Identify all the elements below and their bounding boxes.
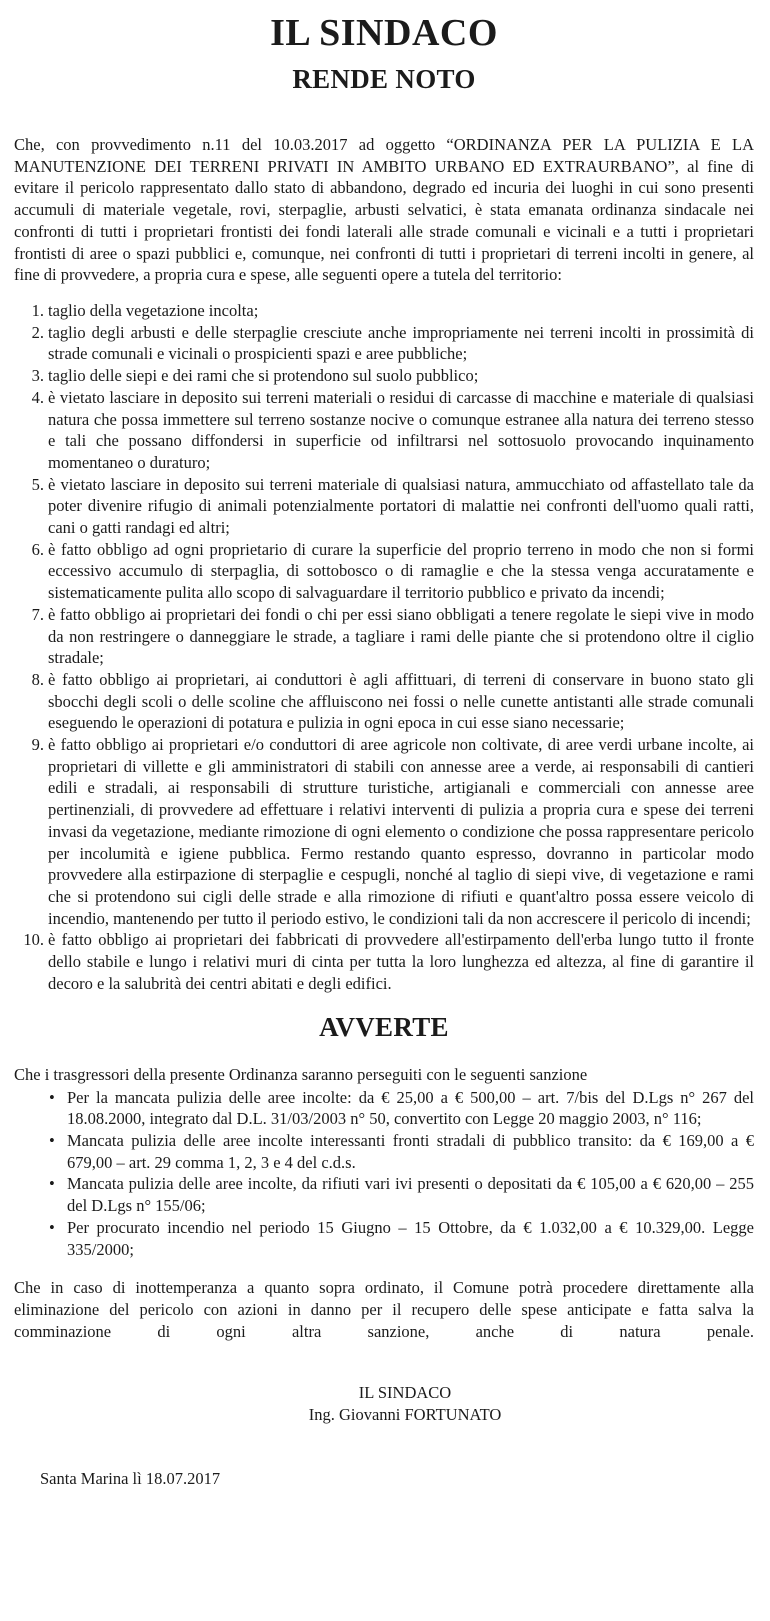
rule-item-3 — [31, 365, 754, 387]
rule-text: è vietato lasciare in deposito sui terreni materiali o residui di carcasse di macchine e materiale di qualsiasi natura che possa immettere sul terreno sostanze nocive o comunque estranee alla natura dei terreno stesso e tali che possano diffondersi in superficie od infiltrarsi nel sottosuolo provocando inquinamento momentaneo o duraturo; — [48, 387, 754, 472]
rule-number: 4. — [31, 387, 44, 407]
signature-title: IL SINDACO — [358, 1383, 452, 1403]
bullet-icon: • — [49, 1174, 55, 1194]
rule-text: taglio della vegetazione incolta; — [48, 301, 259, 320]
rule-item-5 — [31, 474, 754, 539]
rule-text: è fatto obbligo ai proprietari e/o conduttori di aree agricole non coltivate, di aree verdi urbane incolte, ai proprietari di villette e gli amministratori di stabili con annesse aree a verde, ai responsabili di cantieri edili e stradali, ai responsabili di strutture turistiche, artigianali e commerciali con annesse aree pertinenziali, di provvedere ad effettuare i relativi interventi di pulizia a propria cura e spese dei terreni invasi da vegetazione, mediante rimozione di ogni elemento o condizione che possa rappresentare pericolo per incolumità e igiene pubblica. Fermo restando quanto espresso, dovranno in particolar modo provvedere alla estirpazione di sterpaglie e cespugli, nonché al taglio di siepi vive, di vegetazione e rami che si protendono sui cigli delle strade e alla rimozione di rifiuti e quant'altro possa essere veicolo di incendio, mantenendo per tutto il periodo estivo, le condizioni tali da non accrescere il pericolo di incendi; — [48, 735, 754, 928]
ordinance-rules-list — [14, 300, 754, 995]
rule-text: è fatto obbligo ad ogni proprietario di curare la superficie del proprio terreno in modo che non si formi eccessivo accumulo di sterpaglia, di sottobosco o di ramaglie e che la stessa venga accuratamente e sistematicamente pulita allo scopo di salvaguardare il territorio pubblico e privato da incendi; — [48, 539, 754, 603]
signature-name: Ing. Giovanni FORTUNATO — [308, 1405, 502, 1425]
rule-item-8 — [31, 669, 754, 734]
rule-number: 10. — [23, 930, 44, 950]
bullet-icon: • — [49, 1131, 55, 1150]
rule-item-2 — [31, 322, 754, 365]
bullet-icon: • — [49, 1087, 55, 1107]
sanction-item-3 — [49, 1173, 754, 1216]
rule-number: 5. — [31, 474, 44, 494]
rule-number: 3. — [31, 366, 44, 386]
rule-text: è fatto obbligo ai proprietari dei fondi o chi per essi siano obbligati a tenere regolate le siepi vive in modo da non restringere o danneggiare le strade, a tagliare i rami delle piante che si protendono oltre il ciglio stradale; — [48, 604, 754, 668]
rule-text: è vietato lasciare in deposito sui terreni materiale di qualsiasi natura, ammucchiato od affastellato tale da poter divenire rifugio di animali potenzialmente portatori di malattie nei confronti dell'uomo quali ratti, cani o gatti randagi ed altri; — [48, 474, 754, 538]
rule-number: 9. — [31, 735, 44, 755]
closing-paragraph: Che in caso di inottemperanza a quanto sopra ordinato, il Comune potrà procedere direttamente alla eliminazione del pericolo con azioni in danno per il recupero delle spese anticipate e fatta salva la comminazione di ogni altra sanzione, anche di natura penale. — [14, 1278, 754, 1341]
signature-block — [56, 1382, 754, 1425]
sanction-text: Per la mancata pulizia delle aree incolte: da € 25,00 a € 500,00 – art. 7/bis del D.Lgs n° 267 del 18.08.2000, integrato dal D.L. 31/03/2003 n° 50, convertito con Legge 20 maggio 2003, n° 116; — [67, 1087, 754, 1129]
rule-item-4 — [31, 387, 754, 474]
place-date: Santa Marina lì 18.07.2017 — [40, 1468, 221, 1488]
rule-item-7 — [31, 604, 754, 669]
sanction-text: Per procurato incendio nel periodo 15 Giugno – 15 Ottobre, da € 1.032,00 a € 10.329,00. Legge 335/2000; — [67, 1217, 754, 1259]
sanction-item-4 — [49, 1217, 754, 1260]
rule-number: 1. — [31, 301, 44, 320]
rule-number: 2. — [31, 322, 44, 342]
sanction-item-2 — [49, 1130, 754, 1173]
document-title: IL SINDACO — [270, 12, 498, 54]
rule-text: è fatto obbligo ai proprietari dei fabbricati di provvedere all'estirpamento dell'erba lungo tutto il fronte dello stabile e lungo i relativi muri di cinta per tutta la loro lunghezza ed altezza, al fine di garantire il decoro e la salubrità dei centri abitati e degli edifici. — [48, 930, 754, 993]
rule-text: taglio degli arbusti e delle sterpaglie cresciute anche impropriamente nei terreni incolti in prossimità di strade comunali e vicinali o prospicienti spazi e aree pubbliche; — [48, 322, 754, 364]
sanction-text: Mancata pulizia delle aree incolte interessanti fronti stradali di pubblico transito: da € 169,00 a € 679,00 – art. 29 comma 1, 2, 3 e 4 del c.d.s. — [67, 1131, 754, 1172]
rule-item-10 — [23, 929, 754, 994]
sanction-item-1 — [49, 1087, 754, 1130]
document-subtitle: RENDE NOTO — [292, 63, 476, 94]
sanction-text: Mancata pulizia delle aree incolte, da rifiuti vari ivi presenti o depositati da € 105,00 a € 620,00 – 255 del D.Lgs n° 155/06; — [67, 1174, 754, 1216]
avverte-heading: AVVERTE — [319, 1011, 449, 1042]
sanctions-list — [14, 1087, 754, 1261]
rule-text: è fatto obbligo ai proprietari, ai conduttori è agli affittuari, di terreni di conservare in buono stato gli sbocchi degli scoli o delle scoline che affluiscono nei fossi o nelle cunette antistanti alle strade comunali eseguendo le operazioni di potatura e pulizia in ogni epoca in cui esse siano necessarie; — [48, 669, 754, 733]
rule-text: taglio delle siepi e dei rami che si protendono sul suolo pubblico; — [48, 366, 479, 386]
intro-paragraph: Che, con provvedimento n.11 del 10.03.2017 ad oggetto “ORDINANZA PER LA PULIZIA E LA MANUTENZIONE DEI TERRENI PRIVATI IN AMBITO URBANO ED EXTRAURBANO”, al fine di evitare il pericolo rappresentato dallo stato di abbandono, degrado ed incuria dei luoghi in cui sono presenti accumuli di materiale vegetale, rovi, sterpaglie, arbusti selvatici, è stata emanata ordinanza sindacale nei confronti di tutti i proprietari frontisti dei fondi laterali alle strade comunali e vicinali e a tutti i proprietari frontisti di aree o spazi pubblici e, comunque, nei confronti di tutti i proprietari di terreni incolti in genere, al fine di provvedere, a propria cura e spese, alle seguenti opere a tutela del territorio: — [14, 135, 754, 285]
rule-number: 7. — [31, 604, 44, 624]
bullet-icon: • — [49, 1217, 55, 1237]
rule-item-1 — [31, 300, 754, 322]
rule-number: 6. — [31, 539, 44, 559]
rule-item-6 — [31, 539, 754, 604]
rule-number: 8. — [31, 669, 44, 689]
sanctions-intro: Che i trasgressori della presente Ordinanza saranno perseguiti con le seguenti sanzione — [14, 1064, 588, 1084]
rule-item-9 — [31, 734, 754, 929]
